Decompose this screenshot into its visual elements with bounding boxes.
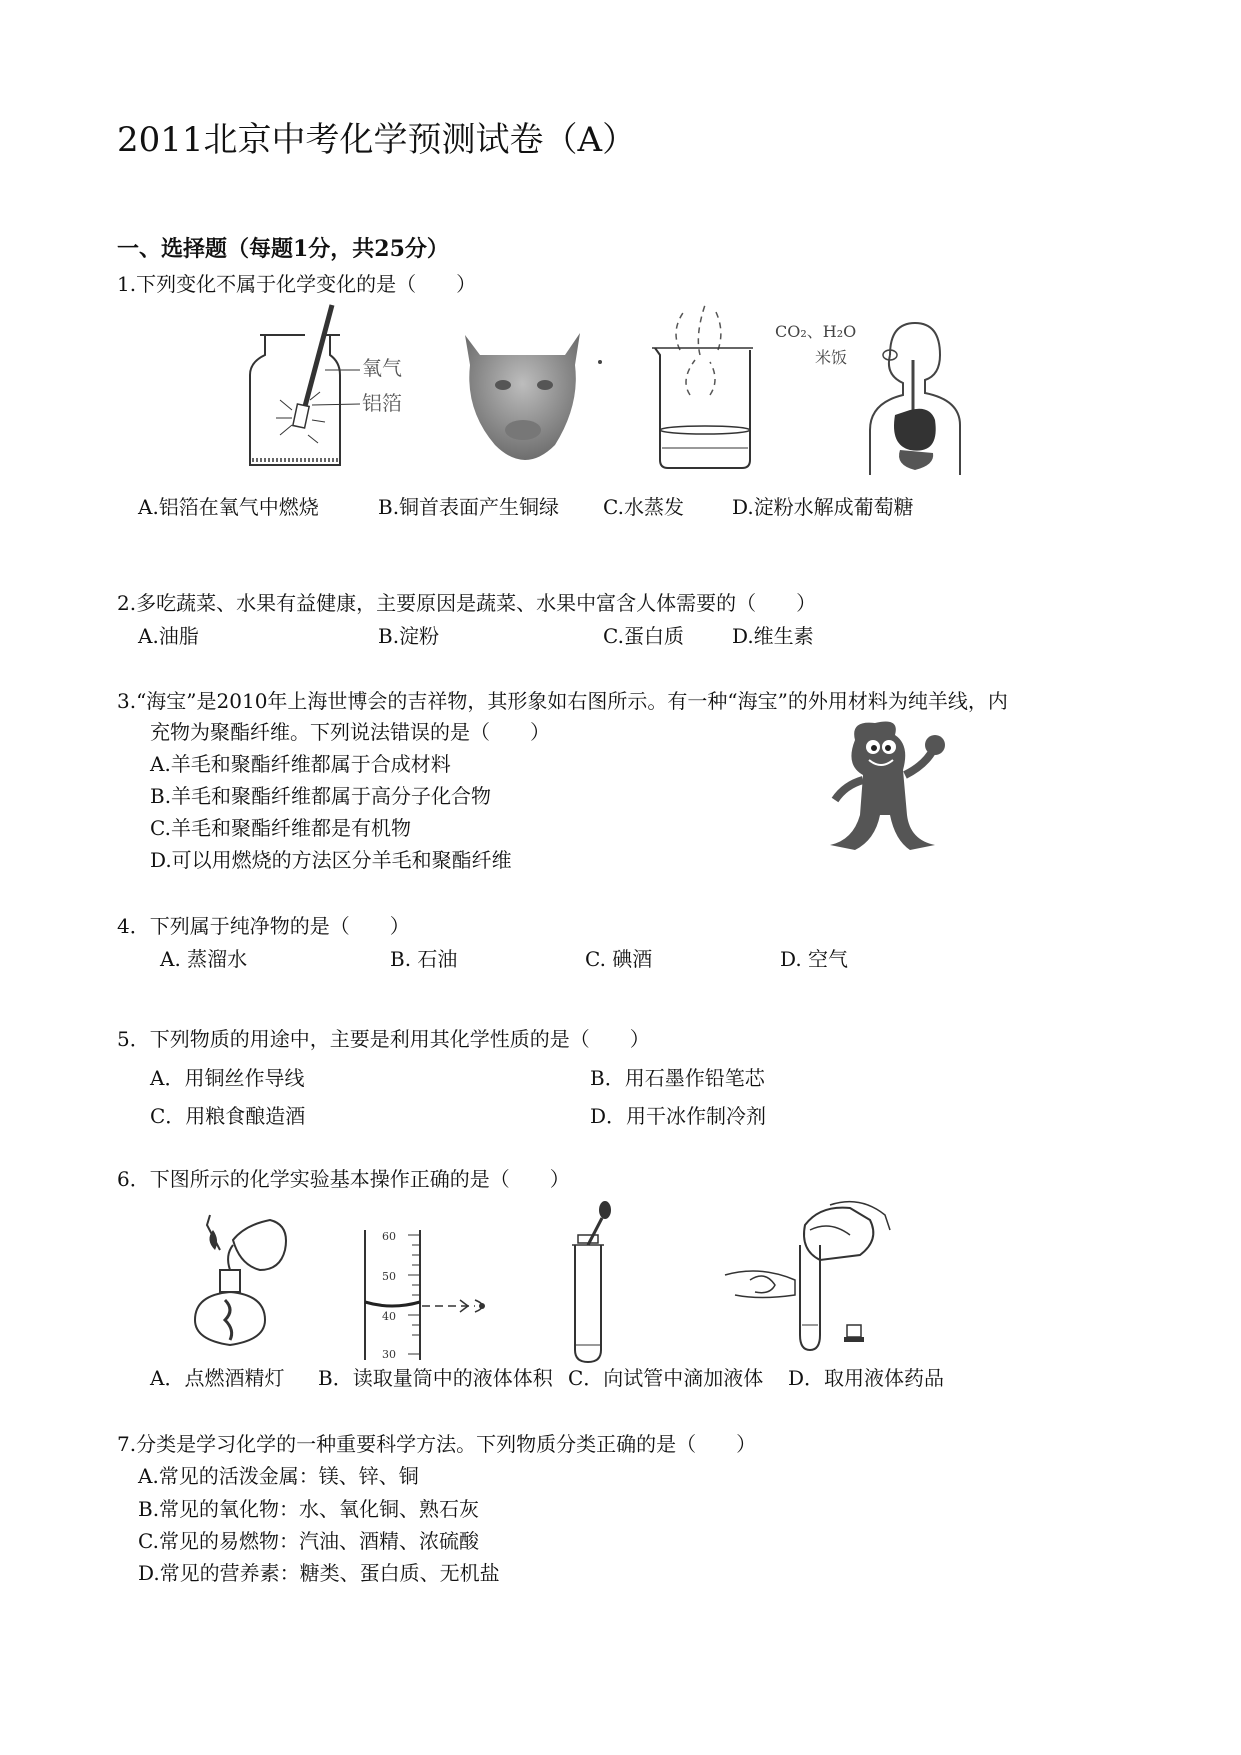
q5-option-b[interactable]: B．用石墨作铅笔芯 [590, 1066, 765, 1090]
q2-stem: 2.多吃蔬菜、水果有益健康，主要原因是蔬菜、水果中富含人体需要的（ ） [117, 591, 817, 615]
q2-option-a[interactable]: A.油脂 [138, 624, 199, 648]
q6-fig-dropper-test-tube [560, 1200, 620, 1365]
q4-option-a[interactable]: A. 蒸溜水 [160, 947, 248, 971]
page-title: 2011北京中考化学预测试卷（A） [117, 120, 637, 160]
gas-label: CO₂、H₂O [775, 322, 857, 341]
q2-option-b[interactable]: B.淀粉 [378, 624, 440, 648]
oxygen-label: 氧气 [362, 356, 402, 380]
q2-option-d[interactable]: D.维生素 [732, 624, 814, 648]
q5-option-a[interactable]: A．用铜丝作导线 [150, 1066, 305, 1090]
q6-option-d[interactable]: D．取用液体药品 [788, 1366, 945, 1390]
tick-60: 60 [382, 1230, 396, 1243]
q5-option-d[interactable]: D．用干冰作制冷剂 [590, 1104, 767, 1128]
q7-option-b[interactable]: B.常见的氧化物：水、氧化铜、熟石灰 [138, 1497, 480, 1521]
q3-option-d[interactable]: D.可以用燃烧的方法区分羊毛和聚酯纤维 [150, 848, 512, 872]
q6-fig-alcohol-lamp [185, 1210, 300, 1355]
q1-option-c[interactable]: C.水蒸发 [603, 495, 684, 519]
q7-option-d[interactable]: D.常见的营养素：糖类、蛋白质、无机盐 [138, 1561, 500, 1585]
q1-stem: 1.下列变化不属于化学变化的是（ ） [117, 272, 477, 296]
q2-option-c[interactable]: C.蛋白质 [603, 624, 684, 648]
q3-option-b[interactable]: B.羊毛和聚酯纤维都属于高分子化合物 [150, 784, 492, 808]
q6-fig-pour-liquid [720, 1200, 890, 1360]
foil-label: 铝箔 [362, 391, 402, 415]
q3-option-a[interactable]: A.羊毛和聚酯纤维都属于合成材料 [150, 752, 451, 776]
q4-option-d[interactable]: D. 空气 [780, 947, 849, 971]
q6-stem: 6．下图所示的化学实验基本操作正确的是（ ） [117, 1167, 570, 1191]
q1-option-a[interactable]: A.铝箔在氧气中燃烧 [138, 495, 319, 519]
q6-option-a[interactable]: A．点燃酒精灯 [150, 1366, 285, 1390]
q7-option-c[interactable]: C.常见的易燃物：汽油、酒精、浓硫酸 [138, 1529, 479, 1553]
tick-30: 30 [382, 1348, 396, 1361]
rice-label: 米饭 [815, 348, 848, 367]
q4-option-c[interactable]: C. 碘酒 [585, 947, 653, 971]
q6-option-b[interactable]: B．读取量筒中的液体体积 [318, 1366, 553, 1390]
q1-fig-aluminum-jar [240, 300, 440, 460]
q5-option-c[interactable]: C．用粮食酿造酒 [150, 1104, 306, 1128]
q1-fig-digestion [775, 315, 960, 475]
tick-40: 40 [382, 1310, 396, 1323]
q7-option-a[interactable]: A.常见的活泼金属：镁、锌、铜 [138, 1464, 419, 1488]
tick-50: 50 [382, 1270, 396, 1283]
q1-option-d[interactable]: D.淀粉水解成葡萄糖 [732, 495, 914, 519]
q3-option-c[interactable]: C.羊毛和聚酯纤维都是有机物 [150, 816, 411, 840]
q3-stem-line1: 3.“海宝”是2010年上海世博会的吉祥物，其形象如右图所示。有一种“海宝”的外用材料为纯羊线，内 [117, 689, 1008, 713]
q5-stem: 5．下列物质的用途中，主要是利用其化学性质的是（ ） [117, 1027, 650, 1051]
q4-option-b[interactable]: B. 石油 [390, 947, 458, 971]
haibao-mascot-image [825, 715, 960, 855]
q1-fig-bronze-head [455, 325, 595, 470]
q1-option-b[interactable]: B.铜首表面产生铜绿 [378, 495, 560, 519]
q6-fig-measuring-cylinder [350, 1230, 500, 1360]
q3-stem-line2: 充物为聚酯纤维。下列说法错误的是（ ） [150, 720, 550, 744]
q1-fig-beaker [650, 300, 760, 470]
q4-stem: 4．下列属于纯净物的是（ ） [117, 914, 410, 938]
section-heading: 一、选择题（每题1分，共25分） [117, 236, 449, 262]
q7-stem: 7.分类是学习化学的一种重要科学方法。下列物质分类正确的是（ ） [117, 1432, 757, 1456]
q6-option-c[interactable]: C．向试管中滴加液体 [568, 1366, 764, 1390]
